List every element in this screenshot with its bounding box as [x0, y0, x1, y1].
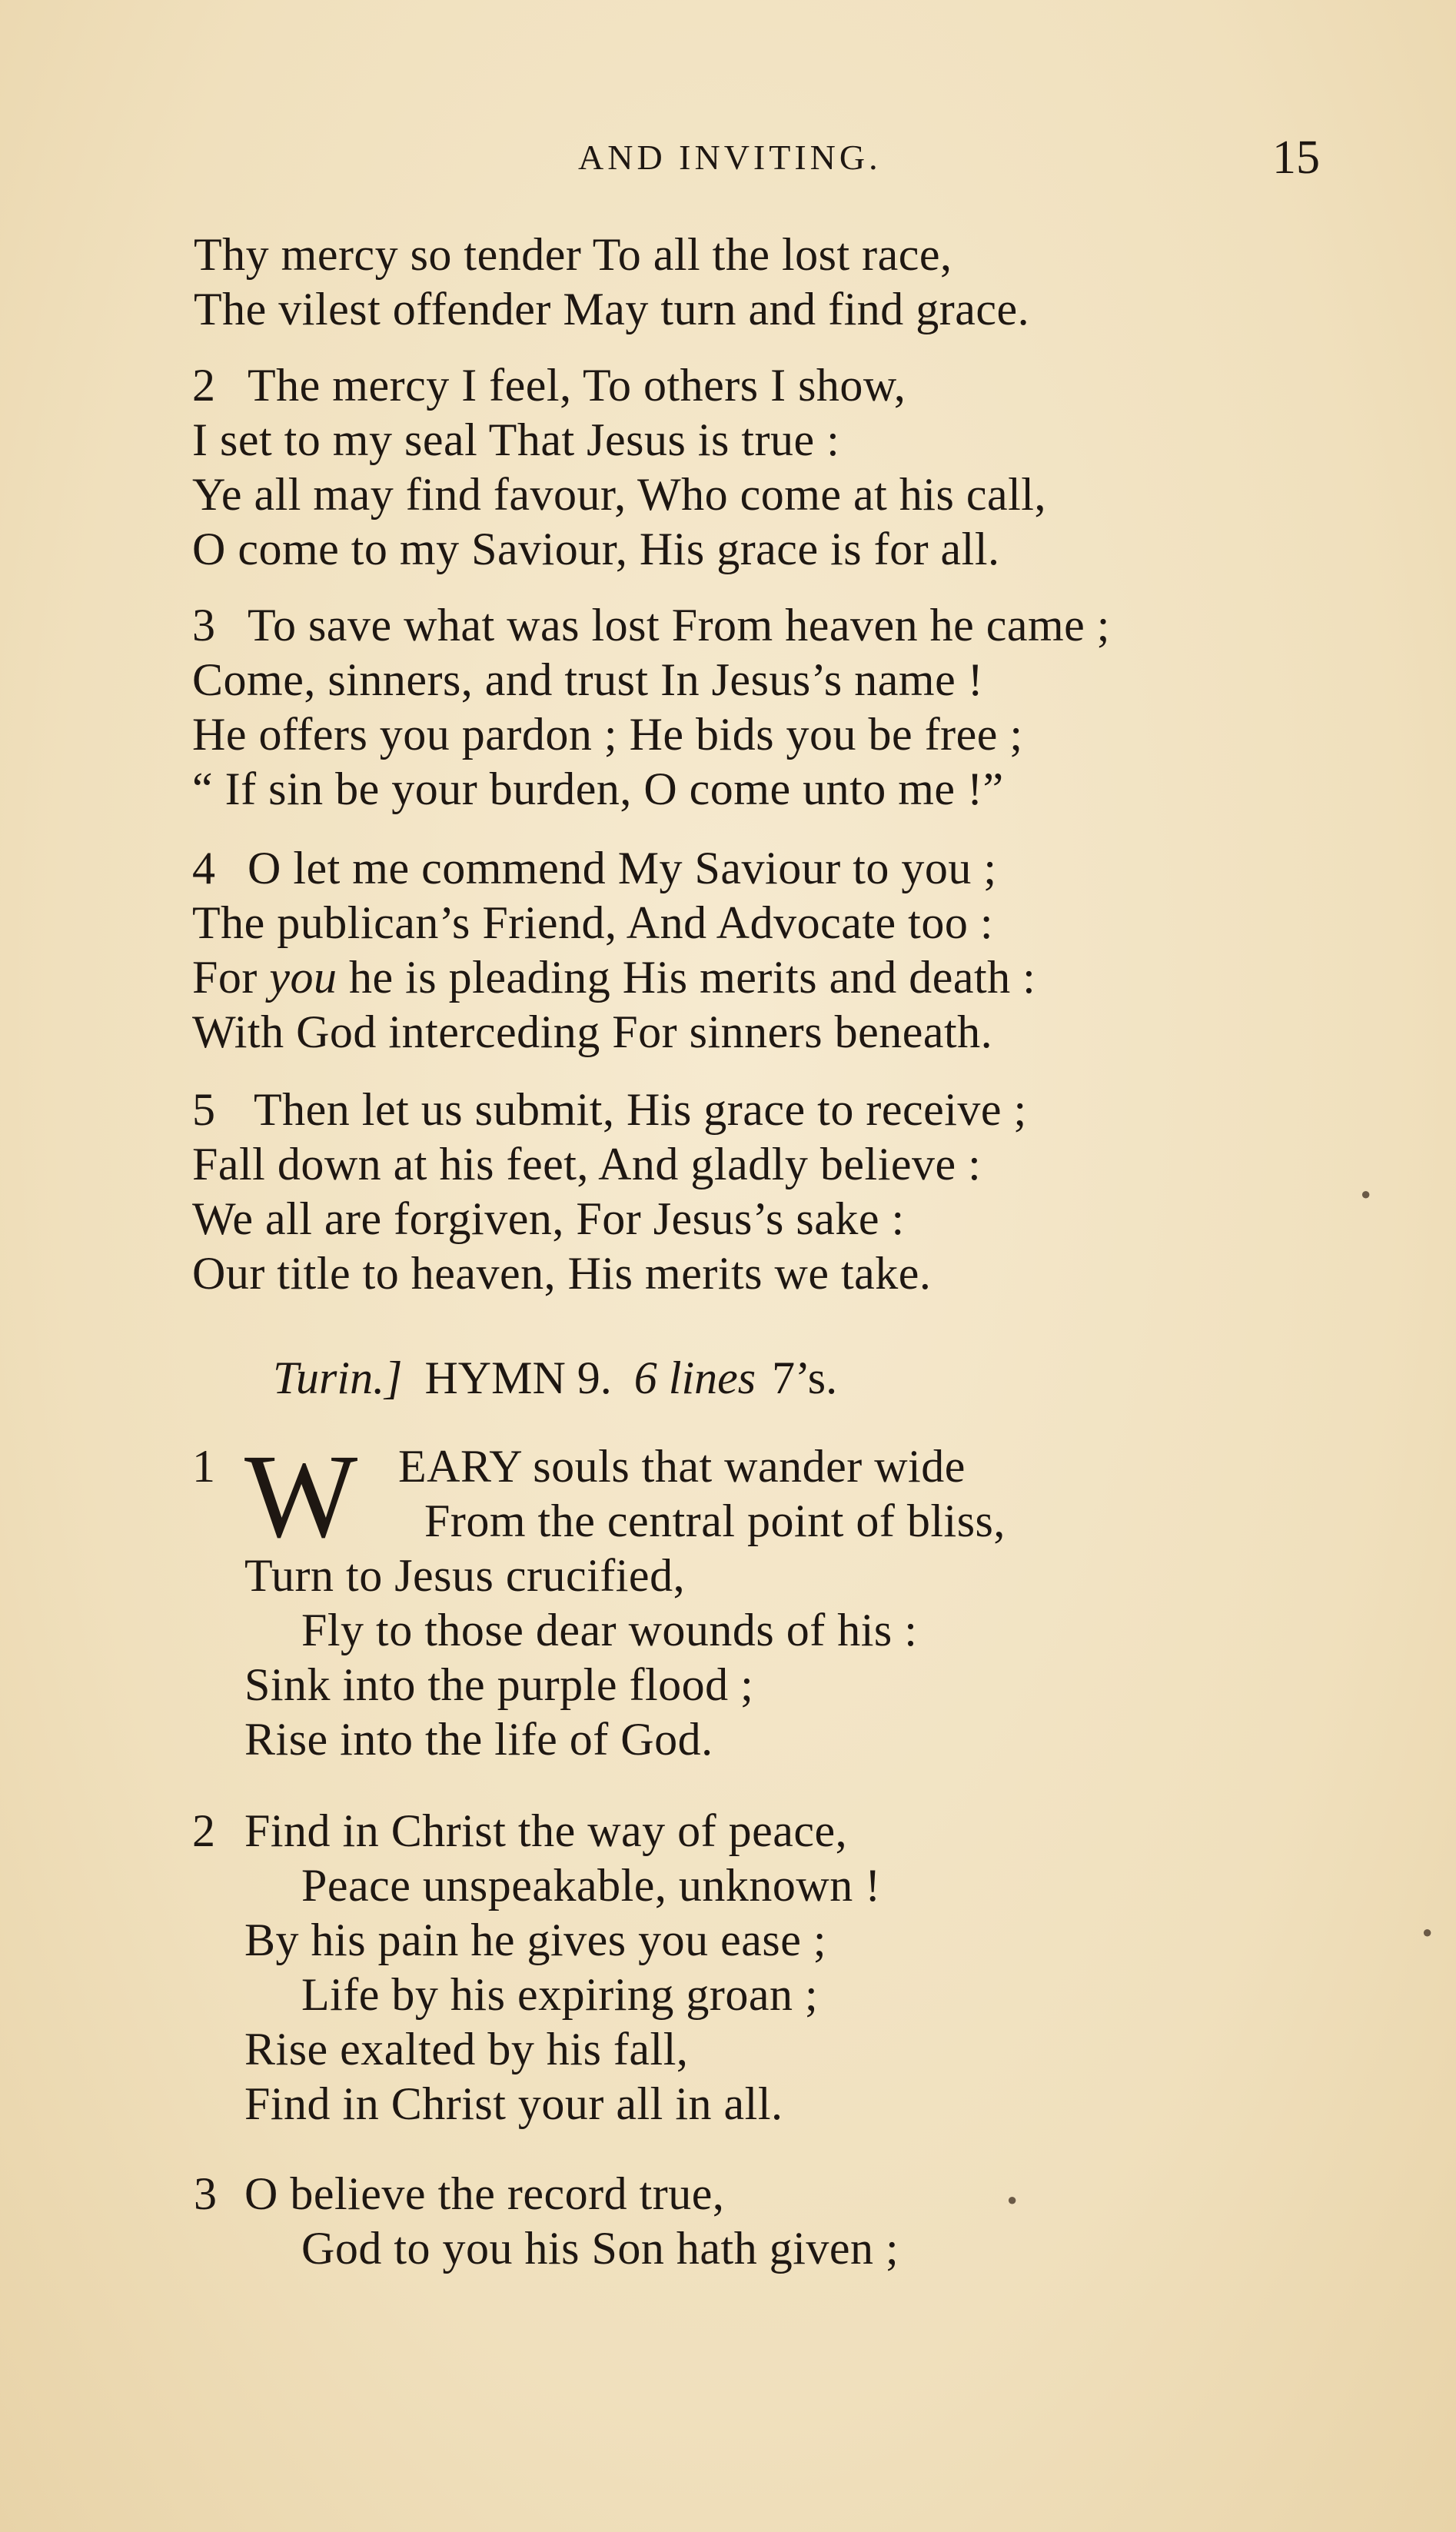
stanza-number: 2	[192, 360, 215, 411]
verse-line: Rise into the life of God.	[244, 1714, 713, 1765]
verse-line: O let me commend My Saviour to you ;	[248, 843, 997, 893]
verse-line: Sink into the purple flood ;	[244, 1659, 754, 1710]
tune-name: Turin.]	[273, 1353, 403, 1403]
verse-line: For you he is pleading His merits and death :	[192, 952, 1036, 1003]
verse-line: Find in Christ your all in all.	[244, 2078, 783, 2129]
verse-line: Come, sinners, and trust In Jesus’s name !	[192, 654, 984, 705]
verse-line: Find in Christ the way of peace,	[244, 1805, 848, 1856]
verse-line: Life by his expiring groan ;	[301, 1969, 819, 2020]
verse-line: God to you his Son hath given ;	[301, 2223, 899, 2274]
meter-lines: 6 lines	[633, 1353, 756, 1403]
verse-line: The publican’s Friend, And Advocate too :	[192, 897, 993, 948]
stanza-number: 2	[192, 1805, 215, 1856]
verse-line: I set to my seal That Jesus is true :	[192, 414, 840, 465]
verse-line: He offers you pardon ; He bids you be free ;	[192, 709, 1023, 760]
drop-cap: W	[244, 1429, 358, 1562]
verse-line: Peace unspeakable, unknown !	[301, 1860, 881, 1911]
verse-line: Our title to heaven, His merits we take.	[192, 1248, 932, 1299]
verse-line: Rise exalted by his fall,	[244, 2024, 689, 2075]
verse-line: By his pain he gives you ease ;	[244, 1915, 827, 1965]
stanza-number: 1	[192, 1441, 215, 1492]
paper-speck: ●	[1422, 1922, 1433, 1941]
verse-line: Ye all may find favour, Who come at his call,	[192, 469, 1046, 520]
verse-line: We all are forgiven, For Jesus’s sake :	[192, 1193, 905, 1244]
verse-line: The mercy I feel, To others I show,	[248, 360, 906, 411]
stanza-number: 4	[192, 843, 215, 893]
hymn-title: HYMN 9.	[424, 1353, 612, 1403]
verse-line: O believe the record true,	[244, 2168, 725, 2219]
verse-line: Fall down at his feet, And gladly believe :	[192, 1139, 982, 1189]
paper-speck: ●	[1361, 1184, 1371, 1203]
verse-line: Then let us submit, His grace to receive ;	[254, 1084, 1027, 1135]
meter: 7’s.	[772, 1353, 838, 1403]
page-header	[0, 131, 1456, 191]
verse-line: The vilest offender May turn and find grace.	[194, 284, 1030, 334]
verse-line: EARY souls that wander wide	[398, 1441, 966, 1492]
verse-line: O come to my Saviour, His grace is for all.	[192, 524, 1000, 574]
verse-line: To save what was lost From heaven he came ;	[248, 600, 1110, 650]
verse-line: Thy mercy so tender To all the lost race,	[194, 229, 952, 280]
stanza-number: 5	[192, 1084, 215, 1135]
stanza-number: 3	[194, 2168, 217, 2219]
paper-speck: ●	[1007, 2190, 1018, 2209]
verse-line: With God interceding For sinners beneath.	[192, 1006, 993, 1057]
verse-line: From the central point of bliss,	[424, 1496, 1006, 1546]
hymn-heading	[273, 1351, 848, 1405]
verse-line: “ If sin be your burden, O come unto me !”	[192, 764, 1004, 814]
page-number: 15	[1272, 131, 1320, 184]
stanza-number: 3	[192, 600, 215, 650]
verse-line: Turn to Jesus crucified,	[244, 1550, 686, 1601]
emphasis: you	[269, 952, 337, 1003]
running-title: AND INVITING.	[578, 138, 882, 177]
verse-line: Fly to those dear wounds of his :	[301, 1605, 918, 1655]
